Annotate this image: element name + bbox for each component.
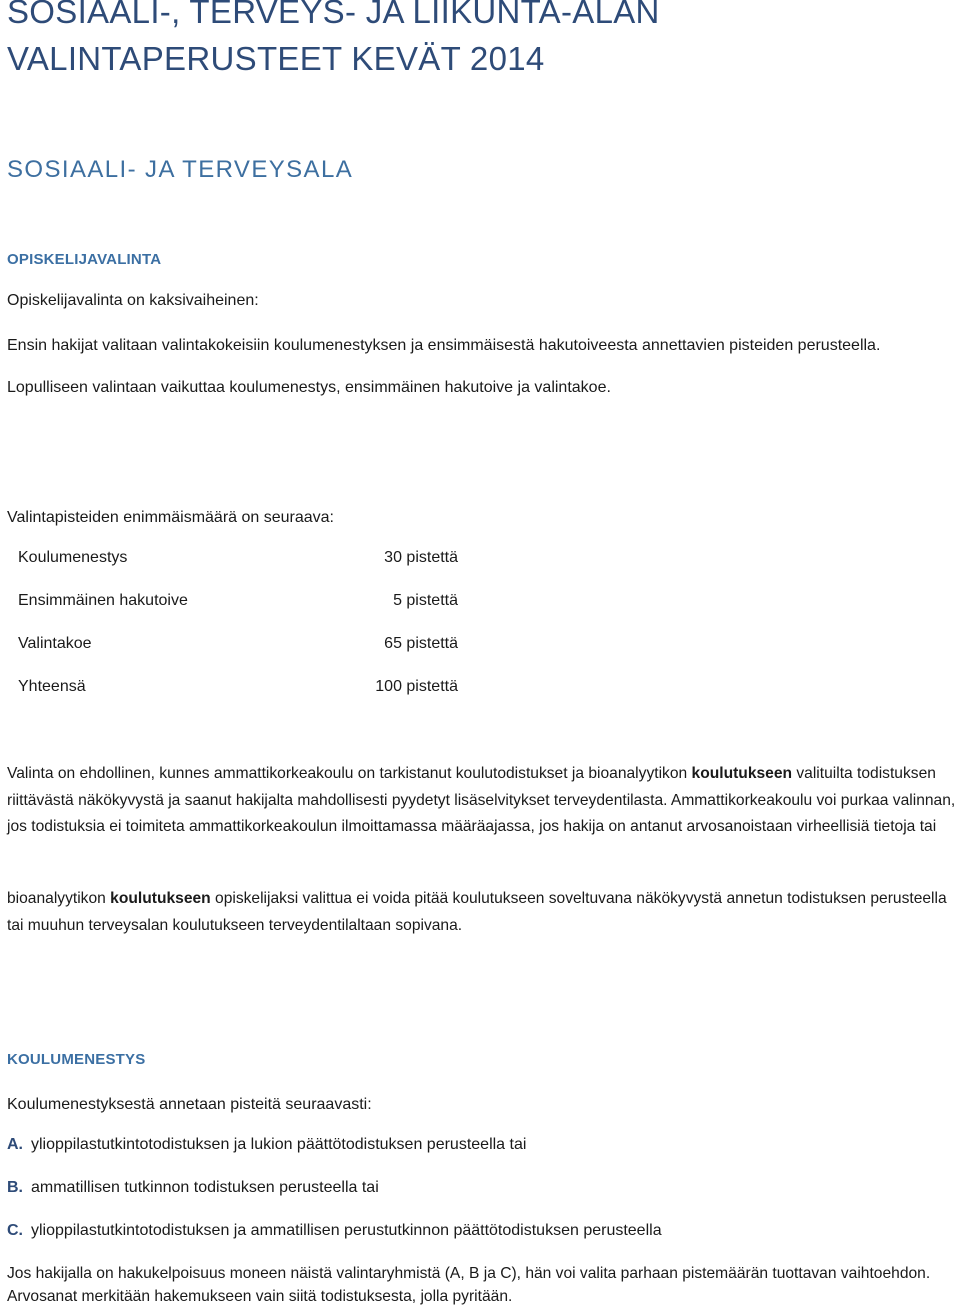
points-row-value: 5 pistettä (393, 592, 458, 609)
opiskelijavalinta-intro: Opiskelijavalinta on kaksivaiheinen: (7, 292, 259, 309)
points-row-label: Valintakoe (18, 635, 92, 652)
list-item-text: ammatillisen tutkinnon todistuksen perusteella tai (31, 1179, 379, 1196)
conditions-p1-text: Valinta on ehdollinen, kunnes ammattikorkeakoulu on tarkistanut koulutodistukset ja bioanalyytikon (7, 765, 692, 782)
points-row-value: 30 pistettä (384, 549, 458, 566)
conditions-paragraph-2 (7, 886, 960, 939)
conditions-paragraph-1 (7, 761, 960, 841)
opiskelijavalinta-heading: OPISKELIJAVALINTA (7, 251, 162, 268)
list-item (7, 1136, 526, 1154)
points-row (18, 678, 458, 700)
list-item-letter: B. (7, 1179, 23, 1196)
koulumenestys-heading: KOULUMENESTYS (7, 1051, 146, 1068)
list-item-letter: A. (7, 1136, 23, 1153)
conditions-p1-bold: koulutukseen (691, 765, 793, 782)
points-row-label: Koulumenestys (18, 549, 128, 566)
page-title-line-2: VALINTAPERUSTEET KEVÄT 2014 (7, 40, 545, 77)
points-row-value: 65 pistettä (384, 635, 458, 652)
conditions-p1-text-end: valituilta todistuksen riittävästä näkökyvystä ja saanut hakijalta mahdollisesti pyydetyt lisäselvitykset terveydentilasta. Ammattikorkeakoulu voi purkaa valinnan, jos todistuksia ei toimiteta ammattikorkeakoulun ilmoittamassa määräajassa, jos hakija on antanut arvosanoistaan virheellisiä tietoja tai (7, 765, 956, 835)
page-title-line-1: SOSIAALI-, TERVEYS- JA LIIKUNTA-ALAN (7, 0, 660, 30)
points-row (18, 592, 458, 614)
koulumenestys-intro: Koulumenestyksestä annetaan pisteitä seuraavasti: (7, 1096, 372, 1113)
points-row-value: 100 pistettä (375, 678, 458, 695)
conditions-p2-text-end: opiskelijaksi valittua ei voida pitää koulutukseen soveltuvana näkökyvystä annetun todistuksen perusteella tai muuhun terveysalan koulutukseen terveydentilaltaan sopivana. (7, 890, 947, 934)
page-title (7, 0, 660, 82)
section-title: SOSIAALI- JA TERVEYSALA (7, 156, 354, 183)
conditions-p2-bold: koulutukseen (110, 890, 211, 907)
opiskelijavalinta-line-2: Lopulliseen valintaan vaikuttaa koulumenestys, ensimmäinen hakutoive ja valintakoe. (7, 379, 611, 396)
list-item-text: ylioppilastutkintotodistuksen ja lukion päättötodistuksen perusteella tai (31, 1136, 527, 1153)
points-row (18, 549, 458, 571)
list-item-letter: C. (7, 1222, 23, 1239)
points-row-label: Yhteensä (18, 678, 86, 695)
list-item-text: ylioppilastutkintotodistuksen ja ammatillisen perustutkinnon päättötodistuksen perusteella (31, 1222, 662, 1239)
list-item (7, 1179, 379, 1197)
points-heading: Valintapisteiden enimmäismäärä on seuraava: (7, 509, 334, 526)
points-row (18, 635, 458, 657)
list-item (7, 1222, 662, 1240)
points-row-label: Ensimmäinen hakutoive (18, 592, 188, 609)
conditions-p2-text: bioanalyytikon (7, 890, 111, 907)
koulumenestys-footer: Jos hakijalla on hakukelpoisuus moneen näistä valintaryhmistä (A, B ja C), hän voi valita parhaan pistemäärän tuottavan vaihtoehdon. Arvosanat merkitään hakemukseen vain siitä todistuksesta, jolla pyritään. (7, 1265, 931, 1305)
opiskelijavalinta-line-1: Ensin hakijat valitaan valintakokeisiin koulumenestyksen ja ensimmäisestä hakutoiveesta annettavien pisteiden perusteella. (7, 337, 881, 354)
